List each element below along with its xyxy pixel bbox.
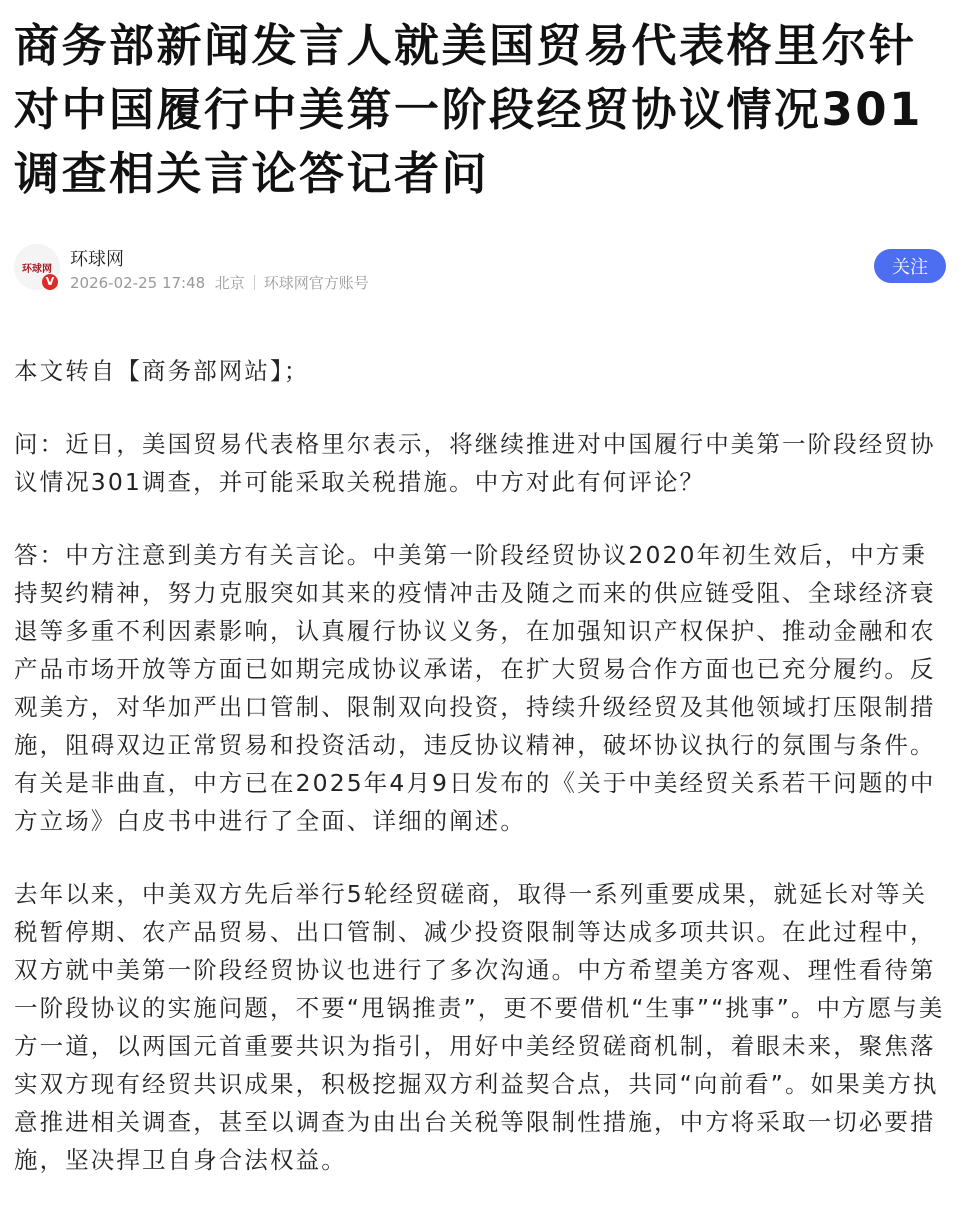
avatar-logo-text: 环球网 bbox=[22, 263, 52, 275]
account-type: 环球网官方账号 bbox=[263, 274, 369, 292]
meta-divider bbox=[254, 275, 255, 290]
publish-datetime: 2026-02-25 17:48 bbox=[70, 274, 206, 292]
verified-icon: V bbox=[42, 274, 58, 290]
article-body bbox=[14, 352, 950, 1214]
paragraph-source: 本文转自【商务部网站】； bbox=[14, 357, 310, 385]
follow-button[interactable]: 关注 bbox=[874, 249, 946, 283]
paragraph-question: 问：近日，美国贸易代表格里尔表示，将继续推进对中国履行中美第一阶段经贸协议情况301调查，并可能采取关税措施。中方对此有何评论？ bbox=[14, 430, 936, 496]
paragraph-answer-continued: 去年以来，中美双方先后举行5轮经贸磋商，取得一系列重要成果，就延长对等关税暂停期、农产品贸易、出口管制、减少投资限制等达成多项共识。在此过程中，双方就中美第一阶段经贸协议也进行了多次沟通。中方希望美方客观、理性看待第一阶段协议的实施问题，不要“甩锅推责”，更不要借机“生事”“挑事”。中方愿与美方一道，以两国元首重要共识为指引，用好中美经贸磋商机制，着眼未来，聚焦落实双方现有经贸共识成果，积极挖掘双方利益契合点，共同“向前看”。如果美方执意推进相关调查，甚至以调查为由出台关税等限制性措施，中方将采取一切必要措施，坚决捍卫自身合法权益。 bbox=[14, 880, 945, 1174]
paragraph-answer: 答：中方注意到美方有关言论。中美第一阶段经贸协议2020年初生效后，中方秉持契约精神，努力克服突如其来的疫情冲击及随之而来的供应链受阻、全球经济衰退等多重不利因素影响，认真履行协议义务，在加强知识产权保护、推动金融和农产品市场开放等方面已如期完成协议承诺，在扩大贸易合作方面也已充分履约。反观美方，对华加严出口管制、限制双向投资，持续升级经贸及其他领域打压限制措施，阻碍双边正常贸易和投资活动，违反协议精神，破坏协议执行的氛围与条件。有关是非曲直，中方已在2025年4月9日发布的《关于中美经贸关系若干问题的中方立场》白皮书中进行了全面、详细的阐述。 bbox=[14, 541, 936, 835]
publish-location: 北京 bbox=[214, 274, 245, 292]
author-bar bbox=[14, 244, 946, 294]
article-meta bbox=[70, 272, 369, 293]
author-name[interactable]: 环球网 bbox=[70, 249, 124, 270]
article-title: 商务部新闻发言人就美国贸易代表格里尔针对中国履行中美第一阶段经贸协议情况301调查相关言论答记者问 bbox=[14, 19, 923, 200]
